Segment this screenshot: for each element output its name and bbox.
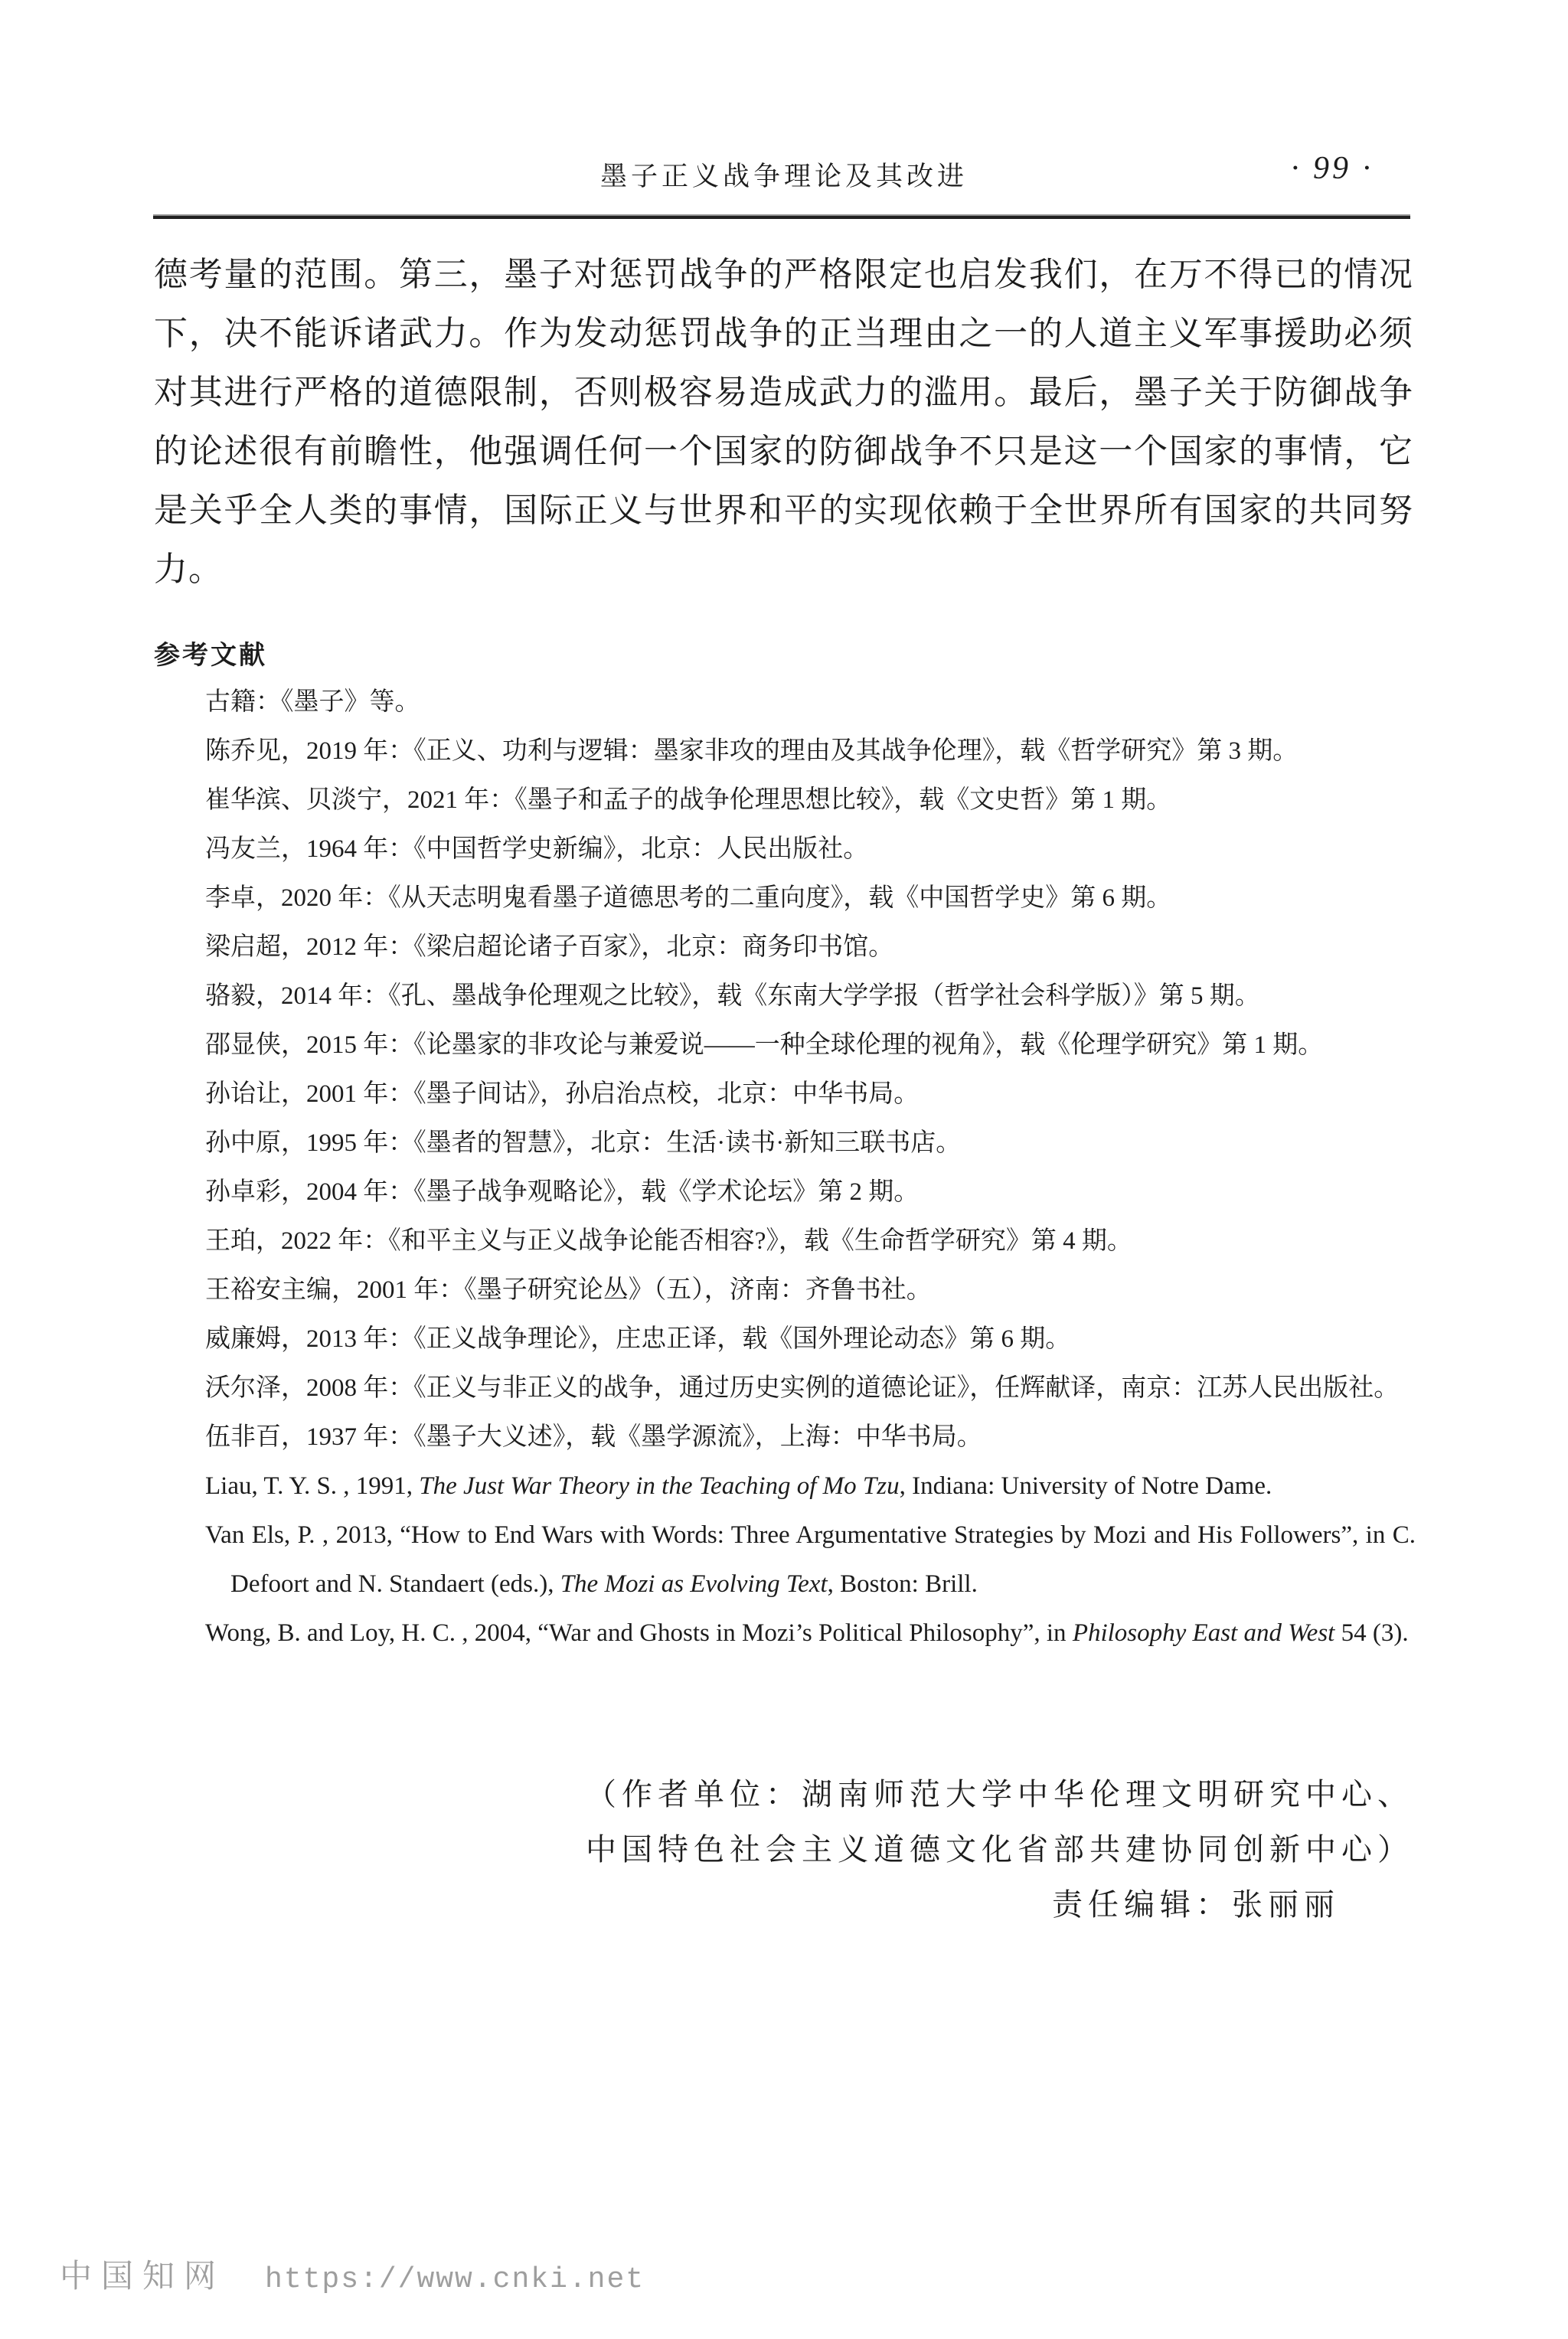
page-number: · 99 ·: [1291, 151, 1374, 186]
reference-item: 王裕安主编，2001 年：《墨子研究论丛》（五），济南：齐鲁书社。: [205, 1276, 932, 1304]
author-affiliation-line2: 中国特色社会主义道德文化省部共建协同创新中心）: [586, 1832, 1413, 1867]
reference-item: 沃尔泽，2008 年：《正义与非正义的战争，通过历史实例的道德论证》，任辉献译，南京：江苏人民出版社。: [205, 1374, 1400, 1402]
cnki-site-name: 中国知网: [60, 2259, 226, 2295]
reference-item: 王珀，2022 年：《和平主义与正义战争论能否相容?》，载《生命哲学研究》第 4 期。: [205, 1227, 1132, 1255]
reference-item: 邵显侠，2015 年：《论墨家的非攻论与兼爱说——一种全球伦理的视角》，载《伦理学研究》第 1 期。: [205, 1031, 1324, 1059]
reference-item: 梁启超，2012 年：《梁启超论诸子百家》，北京：商务印书馆。: [205, 933, 894, 961]
reference-item: Van Els, P. , 2013, “How to End Wars with Words: Three Argumentative Strategies by Mozi and His Followers”, in C. Defoort and N. Standaert (eds.), The Mozi as Evolving Text, Boston: Brill.: [205, 1521, 1416, 1598]
reference-item: Liau, T. Y. S. , 1991, The Just War Theory in the Teaching of Mo Tzu, Indiana: University of Notre Dame.: [205, 1472, 1272, 1500]
reference-item: 古籍：《墨子》等。: [205, 688, 420, 716]
header-rule: [153, 214, 1410, 219]
responsible-editor: 责任编辑：张丽丽: [1052, 1887, 1340, 1922]
reference-item: 孙中原，1995 年：《墨者的智慧》，北京：生活·读书·新知三联书店。: [205, 1129, 962, 1157]
reference-item: 李卓，2020 年：《从天志明鬼看墨子道德思考的二重向度》，载《中国哲学史》第 6 期。: [205, 884, 1172, 912]
reference-item: 陈乔见，2019 年：《正义、功利与逻辑：墨家非攻的理由及其战争伦理》，载《哲学研究》第 3 期。: [205, 737, 1298, 765]
cnki-url: https://www.cnki.net: [265, 2263, 645, 2296]
references-heading: 参考文献: [154, 641, 267, 670]
body-paragraph: 德考量的范围。第三，墨子对惩罚战争的严格限定也启发我们，在万不得已的情况下，决不能诉诸武力。作为发动惩罚战争的正当理由之一的人道主义军事援助必须对其进行严格的道德限制，否则极容易造成武力的滥用。最后，墨子关于防御战争的论述很有前瞻性，他强调任何一个国家的防御战争不只是这一个国家的事情，它是关乎全人类的事情，国际正义与世界和平的实现依赖于全世界所有国家的共同努力。: [154, 256, 1413, 588]
reference-item: Wong, B. and Loy, H. C. , 2004, “War and Ghosts in Mozi’s Political Philosophy”, in Philosophy East and West 54 (3).: [205, 1619, 1409, 1647]
page-footer: [60, 2251, 645, 2297]
reference-item: 崔华滨、贝淡宁，2021 年：《墨子和孟子的战争伦理思想比较》，载《文史哲》第 1 期。: [205, 786, 1172, 814]
author-affiliation-line1: （作者单位：湖南师范大学中华伦理文明研究中心、: [586, 1777, 1413, 1811]
reference-item: 伍非百，1937 年：《墨子大义述》，载《墨学源流》，上海：中华书局。: [205, 1423, 982, 1451]
reference-list: [154, 678, 1416, 1658]
article-title: 墨子正义战争理论及其改进: [599, 162, 968, 191]
reference-item: 孙卓彩，2004 年：《墨子战争观略论》，载《学术论坛》第 2 期。: [205, 1178, 920, 1206]
reference-item: 孙诒让，2001 年：《墨子间诂》，孙启治点校，北京：中华书局。: [205, 1080, 920, 1108]
author-note: [154, 1767, 1413, 1932]
reference-item: 骆毅，2014 年：《孔、墨战争伦理观之比较》，载《东南大学学报（哲学社会科学版）》第 5 期。: [205, 982, 1260, 1010]
reference-item: 威廉姆，2013 年：《正义战争理论》，庄忠正译，载《国外理论动态》第 6 期。: [205, 1325, 1071, 1353]
reference-item: 冯友兰，1964 年：《中国哲学史新编》，北京：人民出版社。: [205, 835, 869, 863]
